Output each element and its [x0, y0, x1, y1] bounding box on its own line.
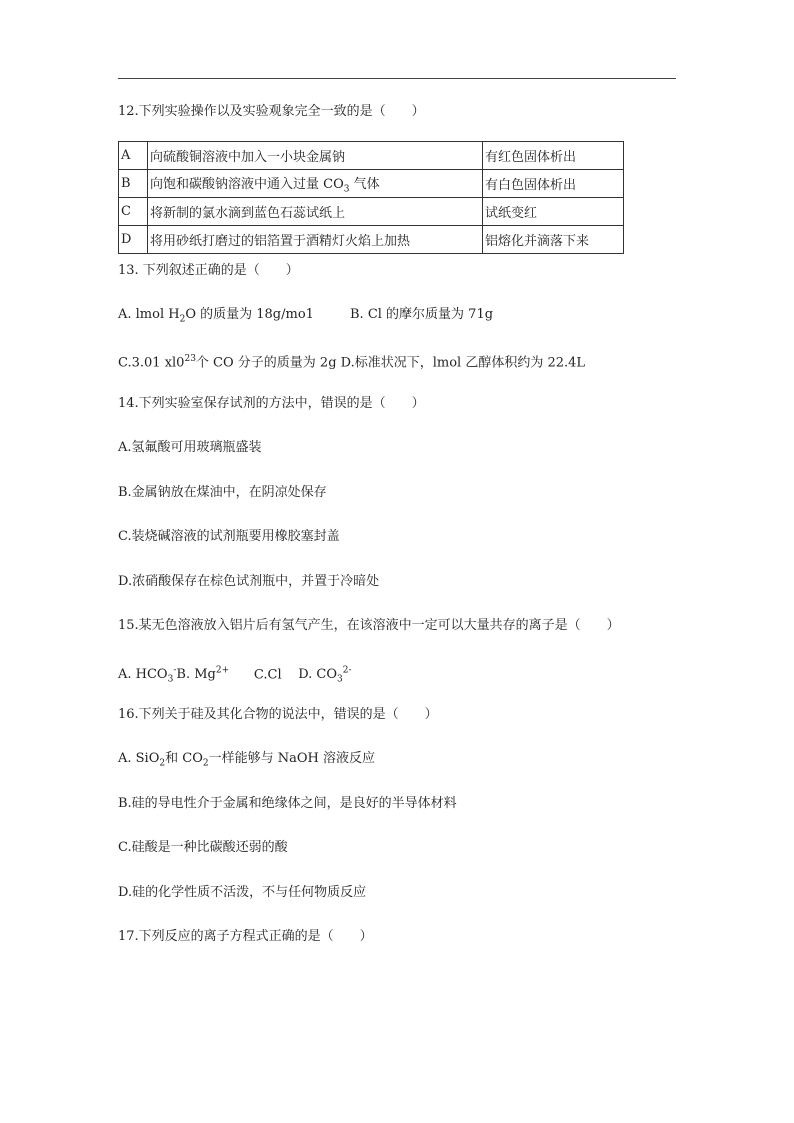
table-row	[119, 170, 624, 198]
question-14-stem: 14.下列实验室保存试剂的方法中，错误的是（ ）	[118, 396, 425, 411]
option-text: D. CO	[298, 667, 338, 683]
question-14-option-c: C.装烧碱溶液的试剂瓶要用橡胶塞封盖	[118, 529, 340, 544]
table-row	[119, 226, 624, 254]
option-a	[118, 307, 314, 325]
question-17-stem: 17.下列反应的离子方程式正确的是（ ）	[118, 929, 373, 944]
row-label: B	[119, 170, 148, 198]
row-observation: 有白色固体析出	[483, 170, 624, 198]
row-observation: 有红色固体析出	[483, 142, 624, 170]
table-row	[119, 198, 624, 226]
row-operation: 向硫酸铜溶液中加入一小块金属钠	[148, 142, 483, 170]
subscript: 3	[343, 184, 350, 195]
question-16-option-c: C.硅酸是一种比碳酸还弱的酸	[118, 840, 288, 855]
question-13-stem: 13. 下列叙述正确的是（ ）	[118, 263, 299, 278]
row-operation: 将新制的氯水滴到蓝色石蕊试纸上	[148, 198, 483, 226]
row-operation	[148, 170, 483, 198]
row-observation: 铝熔化并滴落下来	[483, 226, 624, 254]
question-12-stem: 12.下列实验操作以及实验观象完全一致的是（ ）	[118, 104, 425, 119]
question-14-option-b: B.金属钠放在煤油中，在阴凉处保存	[118, 485, 327, 500]
option-b	[176, 667, 229, 682]
row-label: C	[119, 198, 148, 226]
subscript: 2	[179, 314, 186, 325]
option-text: 和 CO	[165, 751, 203, 766]
subscript: 2	[202, 758, 209, 769]
option-text: B. Mg	[176, 667, 216, 683]
row-operation: 将用砂纸打磨过的铝箔置于酒精灯火焰上加热	[148, 226, 483, 254]
question-13-options-ab	[118, 306, 494, 329]
question-16-option-b: B.硅的导电性介于金属和绝缘体之间，是良好的半导体材料	[118, 796, 457, 811]
option-text: C.3.01 xl0	[118, 355, 185, 371]
question-12-table	[118, 141, 624, 254]
superscript: 23	[184, 354, 196, 364]
question-14-option-d: D.浓硝酸保存在棕色试剂瓶中，并置于冷暗处	[118, 574, 380, 589]
superscript: 2+	[215, 666, 230, 676]
option-text: 一样能够与 NaOH 溶液反应	[208, 751, 375, 766]
option-text: 个 CO 分子的质量为 2g D.标准状况下，lmol 乙醇体积约为 22.4L	[195, 355, 586, 371]
option-text: A. HCO	[118, 667, 168, 683]
superscript: 2-	[342, 666, 352, 676]
subscript: 3	[337, 674, 343, 685]
question-14-option-a: A.氢氟酸可用玻璃瓶盛装	[118, 440, 262, 455]
option-c: C.Cl	[253, 667, 282, 683]
op-text: 向饱和碳酸钠溶液中通入过量 CO	[150, 176, 344, 192]
row-label: A	[119, 142, 148, 170]
question-13-options-cd	[118, 350, 585, 372]
subscript: 3	[167, 674, 174, 685]
table-row	[119, 142, 624, 170]
option-d	[298, 666, 352, 685]
row-label: D	[119, 226, 148, 254]
question-15-options	[118, 662, 352, 689]
superscript: -	[173, 666, 177, 676]
question-15-stem: 15.某无色溶液放入铝片后有氢气产生，在该溶液中一定可以大量共存的离子是（ ）	[118, 618, 620, 633]
subscript: 2	[159, 758, 166, 769]
option-text: A. SiO	[118, 751, 160, 766]
header-rule	[118, 78, 676, 79]
op-text: 气体	[353, 176, 380, 192]
option-b: B. Cl 的摩尔质量为 71g	[350, 307, 494, 322]
row-observation: 试纸变红	[483, 198, 624, 226]
option-text: A. lmol H	[118, 307, 180, 322]
question-16-option-a	[118, 750, 375, 773]
option-text: O 的质量为 18g/mo1	[185, 307, 314, 322]
question-16-option-d: D.硅的化学性质不活泼，不与任何物质反应	[118, 885, 367, 900]
question-16-stem: 16.下列关于硅及其化合物的说法中，错误的是（ ）	[118, 707, 438, 722]
option-a	[118, 666, 177, 685]
